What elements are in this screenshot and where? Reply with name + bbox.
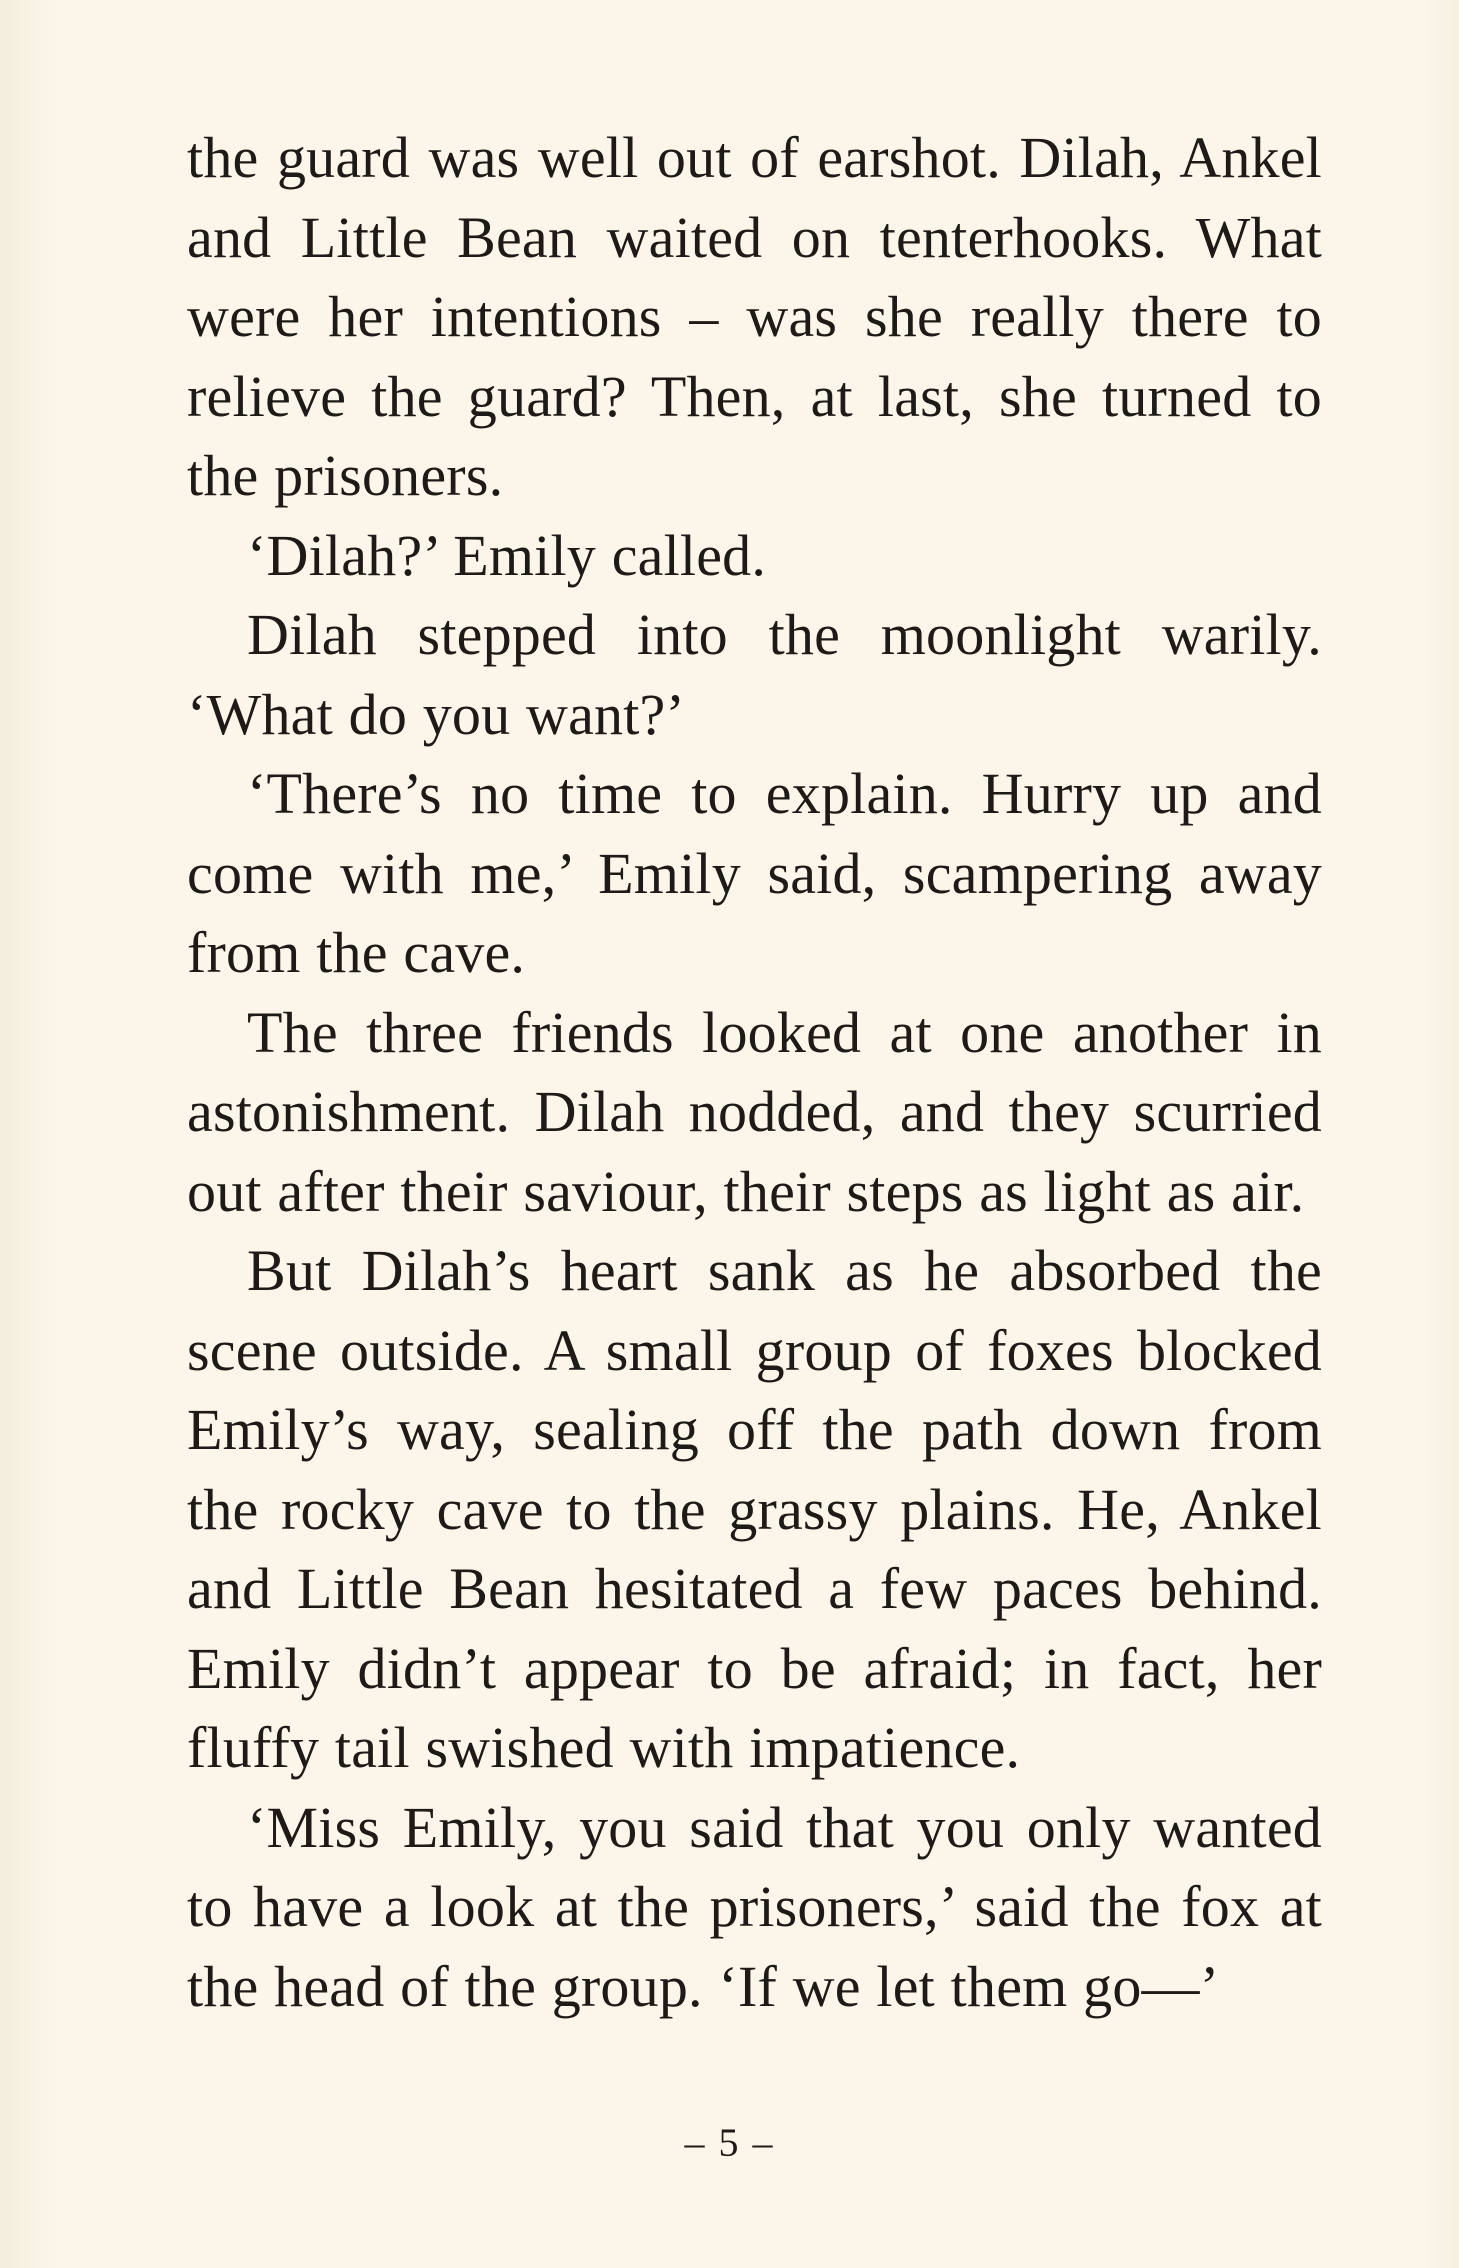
paragraph-5: The three friends looked at one another in astonishment. Dilah nodded, and they scurried out after their saviour, their steps as light as air. — [187, 999, 1322, 1224]
page-number: – 5 – — [684, 2120, 775, 2165]
paragraph-2: ‘Dilah?’ Emily called. — [247, 522, 767, 588]
paragraph-6: But Dilah’s heart sank as he absorbed the scene outside. A small group of foxes blocked Emily’s way, sealing off the path down from the rocky cave to the grassy plains. He, Ankel and Little Bean hesitated a few paces behind. Emily didn’t appear to be afraid; in fact, her fluffy tail swished with impatience. — [187, 1238, 1322, 1780]
body-text — [187, 118, 1322, 2026]
paragraph-4: ‘There’s no time to explain. Hurry up and come with me,’ Emily said, scampering away from the cave. — [187, 761, 1322, 985]
paragraph-7: ‘Miss Emily, you said that you only wanted to have a look at the prisoners,’ said the fox at the head of the group. ‘If we let them go—’ — [187, 1794, 1322, 2019]
paragraph-1: the guard was well out of earshot. Dilah, Ankel and Little Bean waited on tenterhooks. What were her intentions – was she really there to relieve the guard? Then, at last, she turned to the prisoners. — [187, 125, 1322, 508]
paragraph-3: Dilah stepped into the moonlight warily. ‘What do you want?’ — [187, 602, 1322, 747]
